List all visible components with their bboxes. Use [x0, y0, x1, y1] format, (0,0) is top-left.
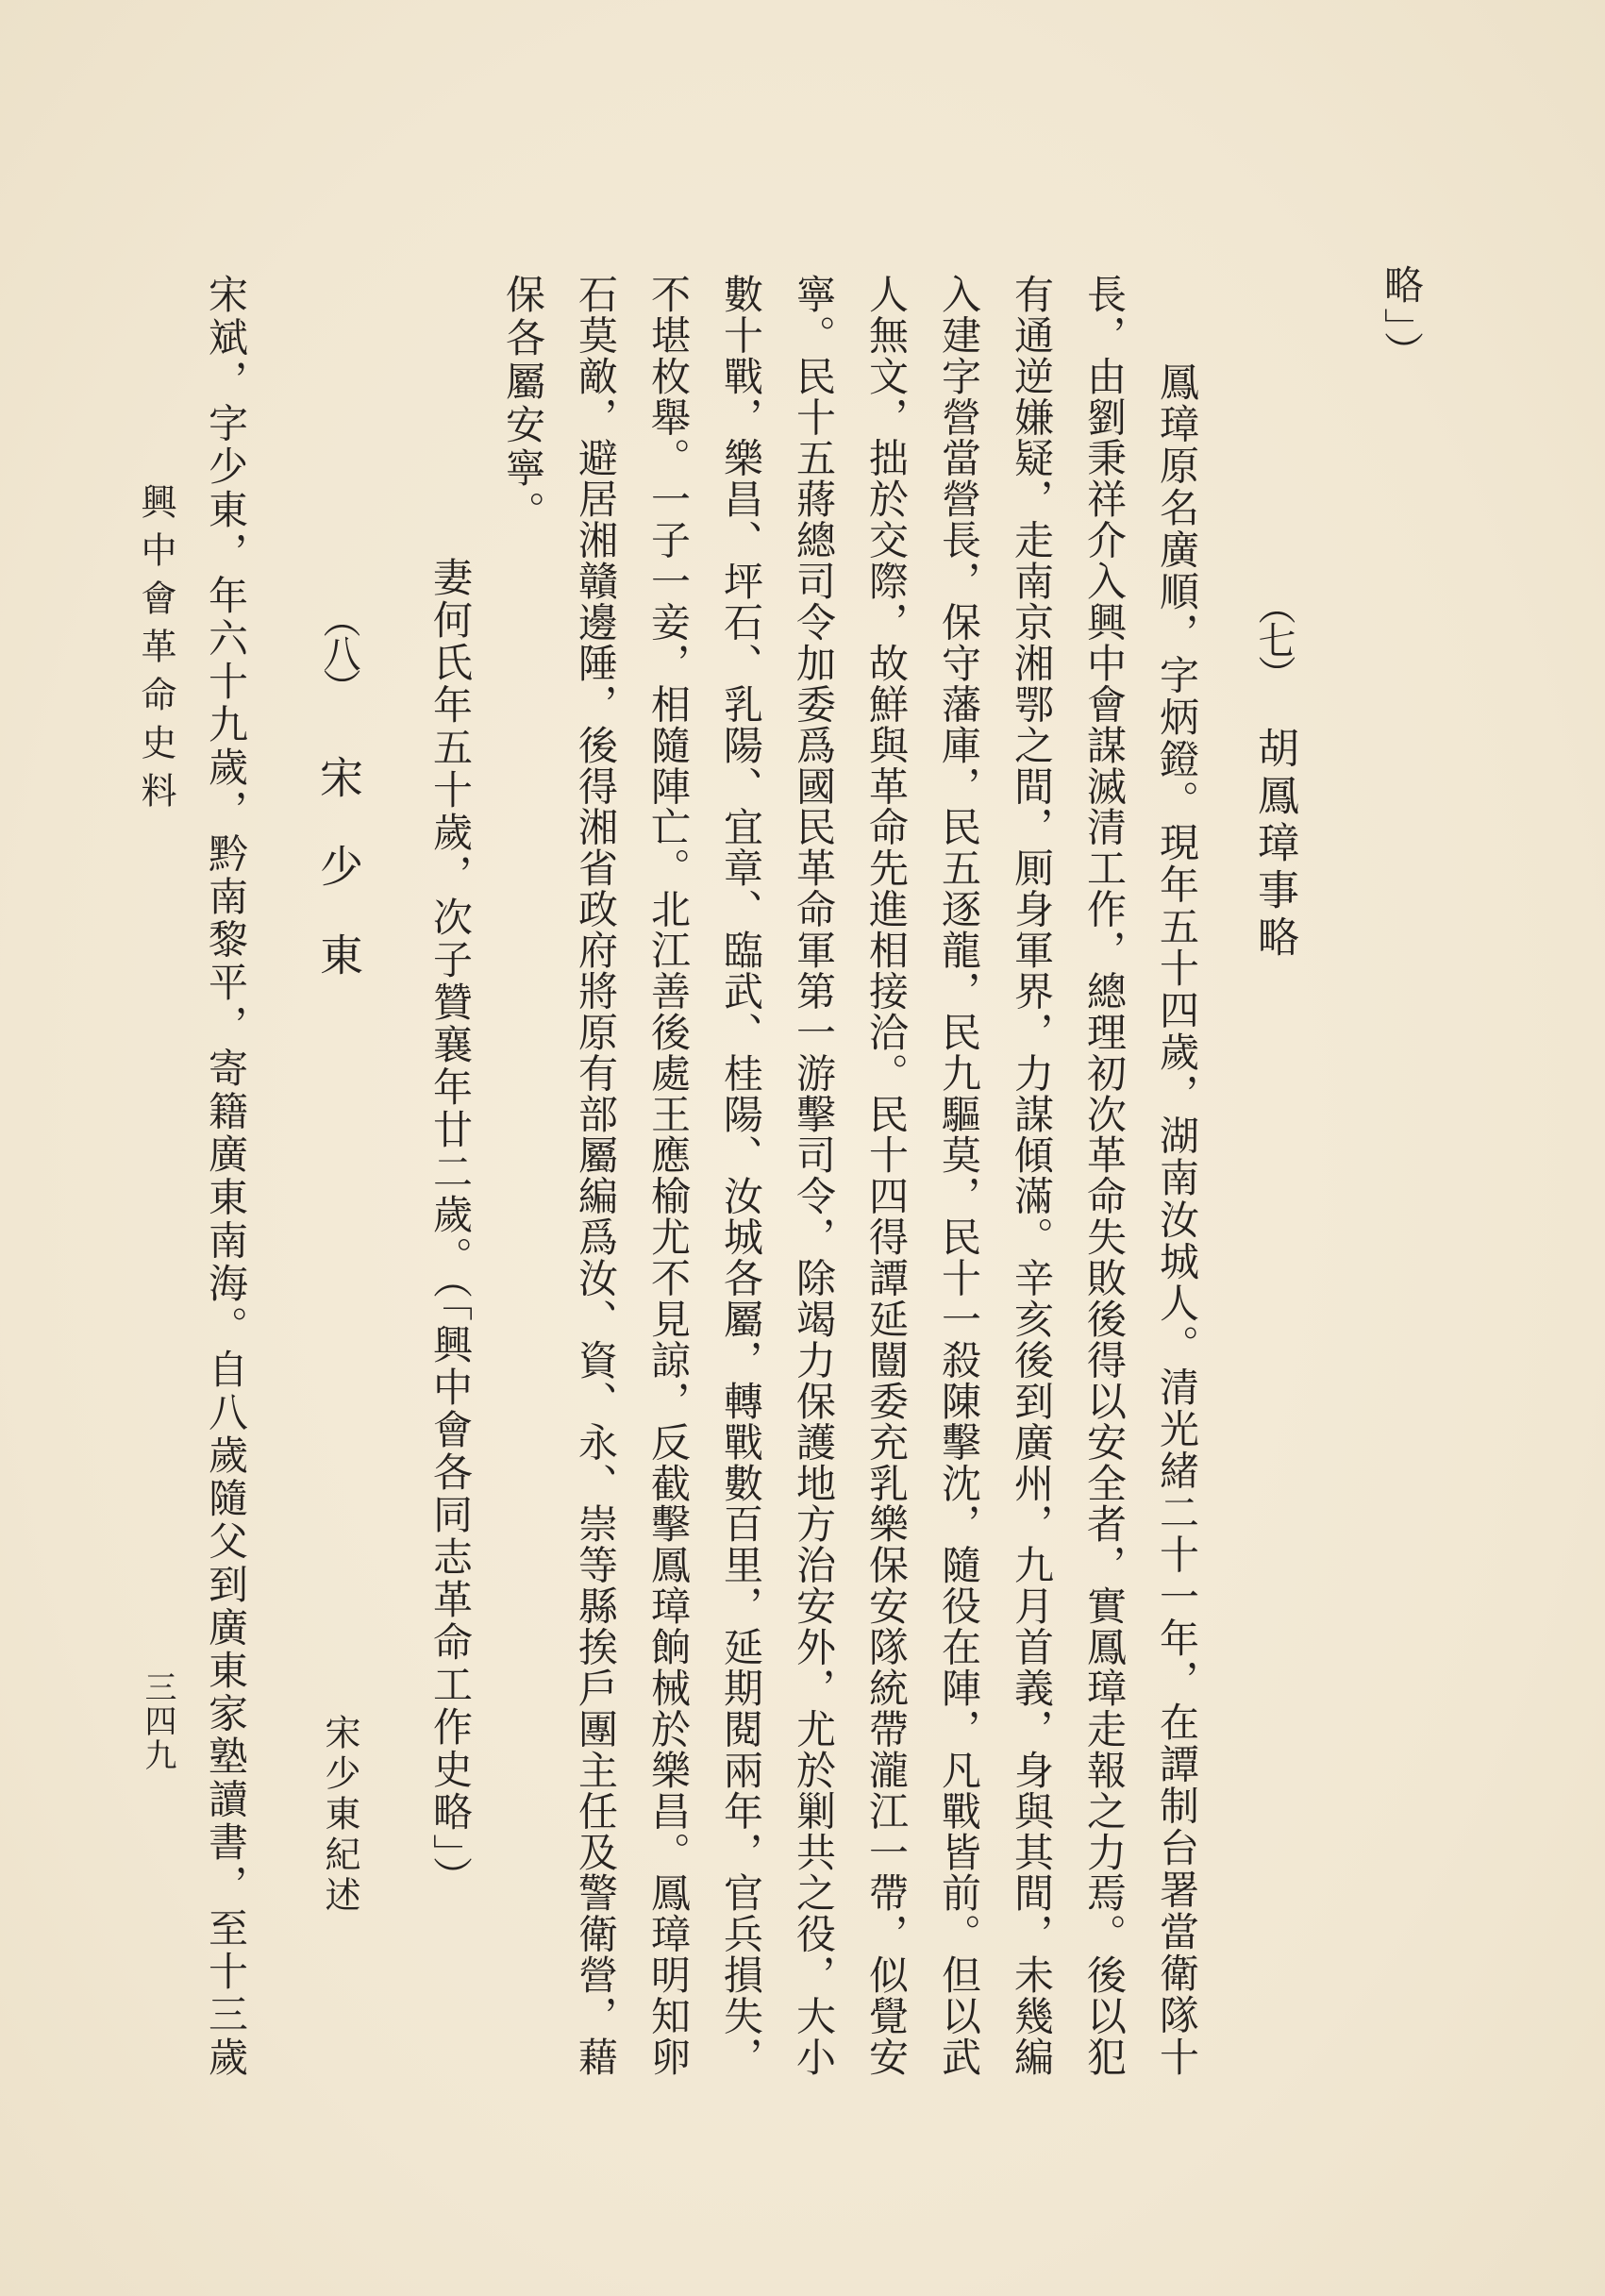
- section-7-line-10: 保各屬安寧。: [500, 274, 546, 534]
- section-7-line-2: 長，由劉秉祥介入興中會謀滅清工作，總理初次革命失敗後得以安全者，實鳳璋走報之力焉。後以犯: [1081, 274, 1128, 2076]
- section-8-author: 宋少東紀述: [319, 1714, 360, 1917]
- section-8-number: （八）: [317, 600, 360, 702]
- section-8-line-1: 宋斌，字少東，年六十九歲，黔南黎平，寄籍廣東南海。自八歲隨父到廣東家塾讀書，至十三歲: [203, 274, 249, 2076]
- section-8-title: 宋少東: [313, 755, 364, 1021]
- section-7-number: （七）: [1252, 587, 1296, 689]
- section-7-line-8: 不堪枚舉。一子一妾，相隨陣亡。北江善後處王應榆尤不見諒，反截擊鳳璋餉械於樂昌。鳳璋明知卵: [645, 274, 692, 2076]
- previous-section-ending: 略」）: [1379, 264, 1425, 375]
- book-title-footer: 興中會革命史料: [135, 483, 176, 820]
- section-7-source-note: 妻何氏年五十歲，次子贊襄年廿二歲。（「興中會各同志革命工作史略」）: [427, 557, 474, 1899]
- page-number: 三四九: [139, 1670, 176, 1772]
- section-7-line-9: 石莫敵，避居湘贛邊陲，後得湘省政府將原有部屬編爲汝、資、永、崇等縣挨戶團主任及警衛營，藉: [573, 274, 619, 2076]
- section-7-line-7: 數十戰，樂昌、坪石、乳陽、宜章、臨武、桂陽、汝城各屬，轉戰數百里，延期閱兩年，官兵損失，: [718, 274, 764, 2076]
- section-7-line-1: 鳳璋原名廣順，字炳鐙。現年五十四歲，湖南汝城人。清光緒二十一年，在譚制台署當衛隊十: [1154, 361, 1200, 2076]
- section-7-title: 胡鳳璋事略: [1250, 727, 1298, 963]
- section-7-line-5: 人無文，拙於交際，故鮮與革命先進相接洽。民十四得譚延闓委充乳樂保安隊統帶瀧江一帶，似覺安: [863, 274, 910, 2076]
- section-7-line-6: 寧。民十五蔣總司令加委爲國民革命軍第一游擊司令，除竭力保護地方治安外，尤於剿共之役，大小: [791, 274, 837, 2076]
- section-7-line-4: 入建字營當營長，保守藩庫，民五逐龍，民九驅莫，民十一殺陳擊沈，隨役在陣，凡戰皆前。但以武: [936, 274, 982, 2076]
- section-7-line-3: 有通逆嫌疑，走南京湘鄂之間，厠身軍界，力謀傾滿。辛亥後到廣州，九月首義，身與其間，未幾編: [1009, 274, 1055, 2076]
